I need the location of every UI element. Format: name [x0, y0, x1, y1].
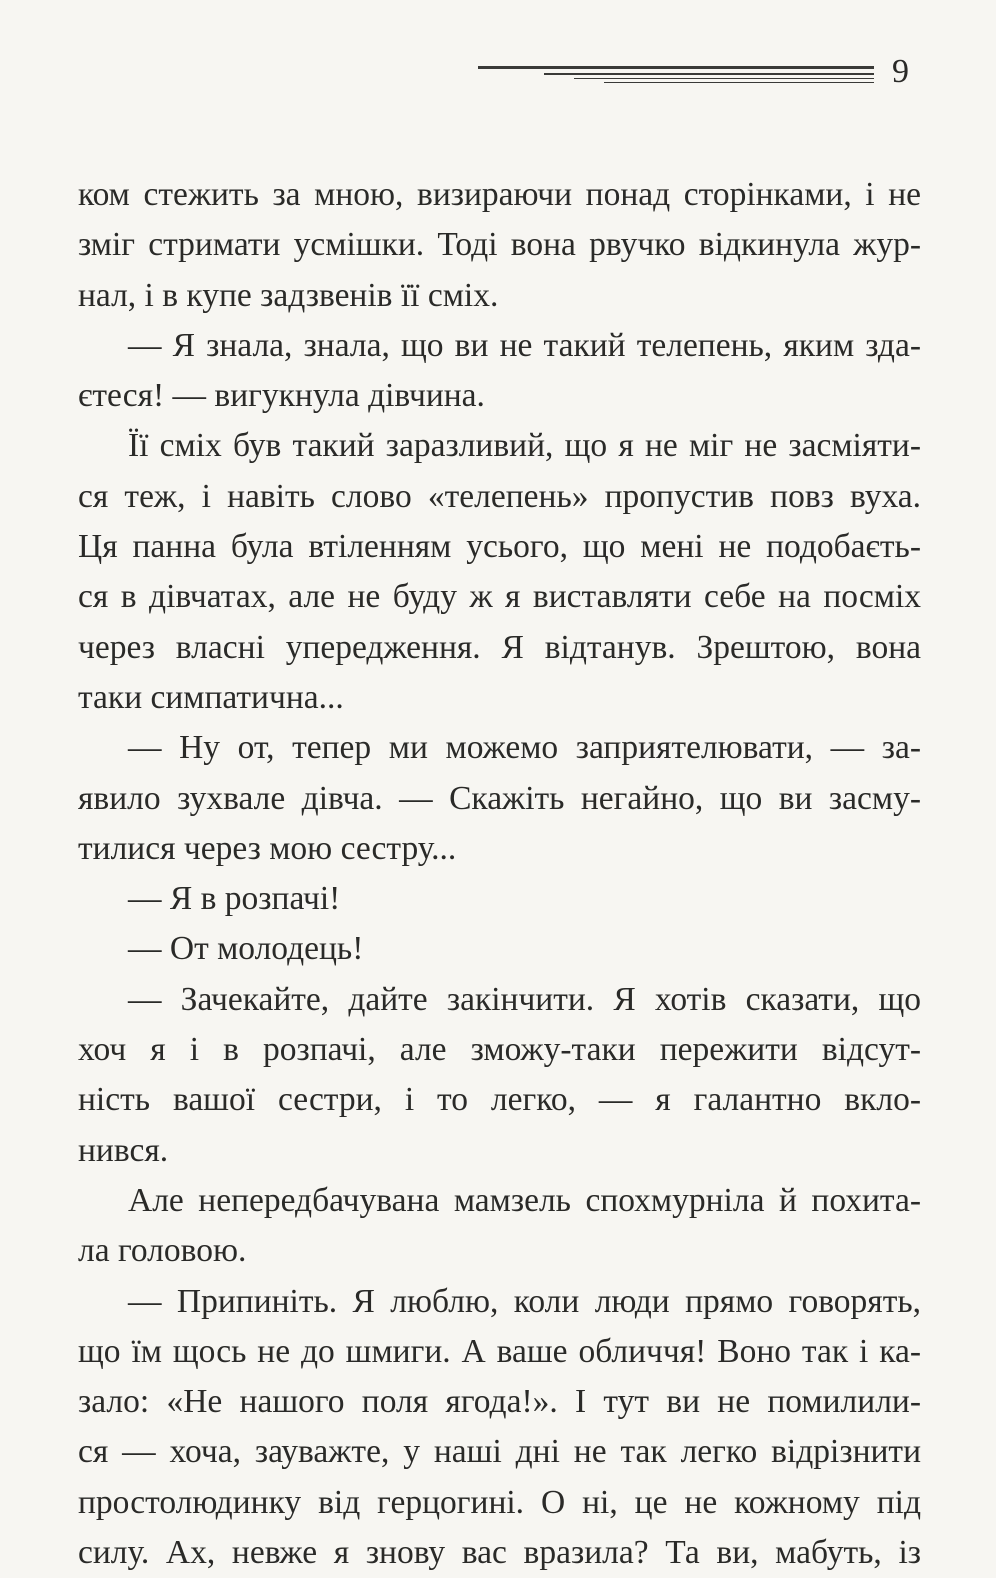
text-line: хоч я і в розпачі, але зможу-таки пережити відсут- [78, 1031, 921, 1069]
text-line: ність вашої сестри, і то легко, — я галантно вкло- [78, 1081, 921, 1119]
text-line: явило зухвале дівча. — Скажіть негайно, що ви засму- [78, 779, 921, 817]
text-line: — От молодець! [128, 930, 364, 968]
text-line: нал, і в купе задзвенів її сміх. [78, 276, 499, 314]
text-line: ся в дівчатах, але не буду ж я виставляти себе на посміх [78, 578, 921, 616]
header-rule-line [544, 73, 874, 75]
text-line: — Зачекайте, дайте закінчити. Я хотів сказати, що [128, 980, 921, 1018]
header-rule-line [574, 78, 874, 79]
page-number: 9 [892, 53, 909, 90]
text-line: — Ну от, тепер ми можемо заприятелювати, — за- [128, 729, 921, 767]
text-line: Але непередбачувана мамзель спохмурніла й похита- [128, 1181, 921, 1219]
text-line: — Припиніть. Я люблю, коли люди прямо говорять, [128, 1282, 921, 1320]
text-line: таки симпатична... [78, 678, 344, 716]
text-line: через власні упередження. Я відтанув. Зрештою, вона [78, 628, 921, 666]
header-rule [478, 66, 874, 86]
text-line: — Я в розпачі! [128, 880, 341, 918]
text-line: єтеся! — вигукнула дівчина. [78, 377, 485, 415]
text-line: простолюдинку від герцогині. О ні, це не кожному під [78, 1483, 921, 1521]
text-line: зміг стримати усмішки. Тоді вона рвучко відкинула жур- [78, 226, 921, 264]
header-rule-line [604, 82, 874, 83]
text-line: силу. Ах, невже я знову вас вразила? Та ви, мабуть, із [78, 1534, 921, 1572]
text-line: ся — хоча, зауважте, у наші дні не так легко відрізнити [78, 1433, 921, 1471]
text-line: ла головою. [78, 1232, 247, 1270]
text-line: нився. [78, 1131, 169, 1169]
text-line: що їм щось не до шмиги. А ваше обличчя! Воно так і ка- [78, 1332, 921, 1370]
text-line: — Я знала, знала, що ви не такий телепень, яким зда- [128, 326, 921, 364]
text-line: ся теж, і навіть слово «телепень» пропустив повз вуха. [78, 477, 921, 515]
text-line: Ця панна була втіленням усього, що мені не подобаєть- [78, 528, 921, 566]
header-rule-line [478, 66, 874, 69]
text-line: зало: «Не нашого поля ягода!». І тут ви не помилили- [78, 1383, 921, 1421]
text-line: ком стежить за мною, визираючи понад сторінками, і не [78, 176, 921, 213]
body-text [78, 170, 921, 1578]
text-line: тилися через мою сестру... [78, 829, 457, 867]
text-line: Її сміх був такий заразливий, що я не міг не засміяти- [128, 427, 921, 465]
